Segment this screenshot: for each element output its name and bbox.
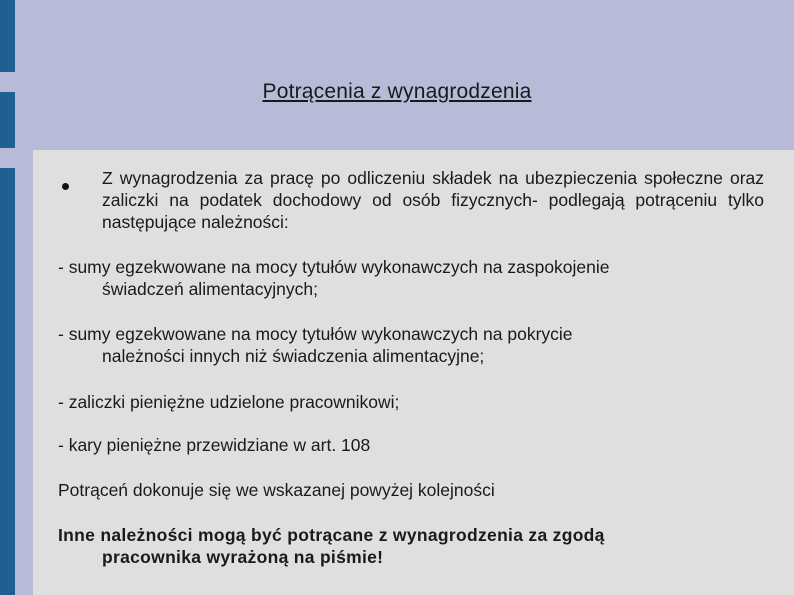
- final-line: Inne należności mogą być potrącane z wynagrodzenia za zgodą: [58, 525, 605, 545]
- list-item-line: - sumy egzekwowane na mocy tytułów wykonawczych na pokrycie: [58, 324, 573, 344]
- list-item: - kary pieniężne przewidziane w art. 108: [58, 435, 371, 455]
- final-continuation: pracownika wyrażoną na piśmie!: [102, 547, 384, 567]
- note-paragraph: Potrąceń dokonuje się we wskazanej powyżej kolejności: [58, 480, 495, 500]
- bullet-paragraph: Z wynagrodzenia za pracę po odliczeniu składek na ubezpieczenia społeczne oraz zaliczki na podatek dochodowy od osób fizycznych- podlegają potrąceniu tylko następujące należności:: [102, 168, 764, 232]
- list-item-continuation: świadczeń alimentacyjnych;: [102, 279, 318, 299]
- list-item-continuation: należności innych niż świadczenia alimentacyjne;: [102, 346, 485, 366]
- list-item-line: - sumy egzekwowane na mocy tytułów wykonawczych na zaspokojenie: [58, 257, 610, 277]
- slide-title: Potrącenia z wynagrodzenia: [262, 80, 532, 103]
- list-item: - zaliczki pieniężne udzielone pracownikowi;: [58, 392, 400, 412]
- left-accent-bar-top: [0, 0, 15, 72]
- left-accent-bar-bottom: [0, 168, 15, 595]
- bullet-dot-icon: [62, 183, 69, 190]
- list-item: [58, 323, 764, 367]
- final-paragraph: [58, 524, 764, 568]
- list-item: [58, 256, 764, 300]
- content-panel: [33, 150, 794, 595]
